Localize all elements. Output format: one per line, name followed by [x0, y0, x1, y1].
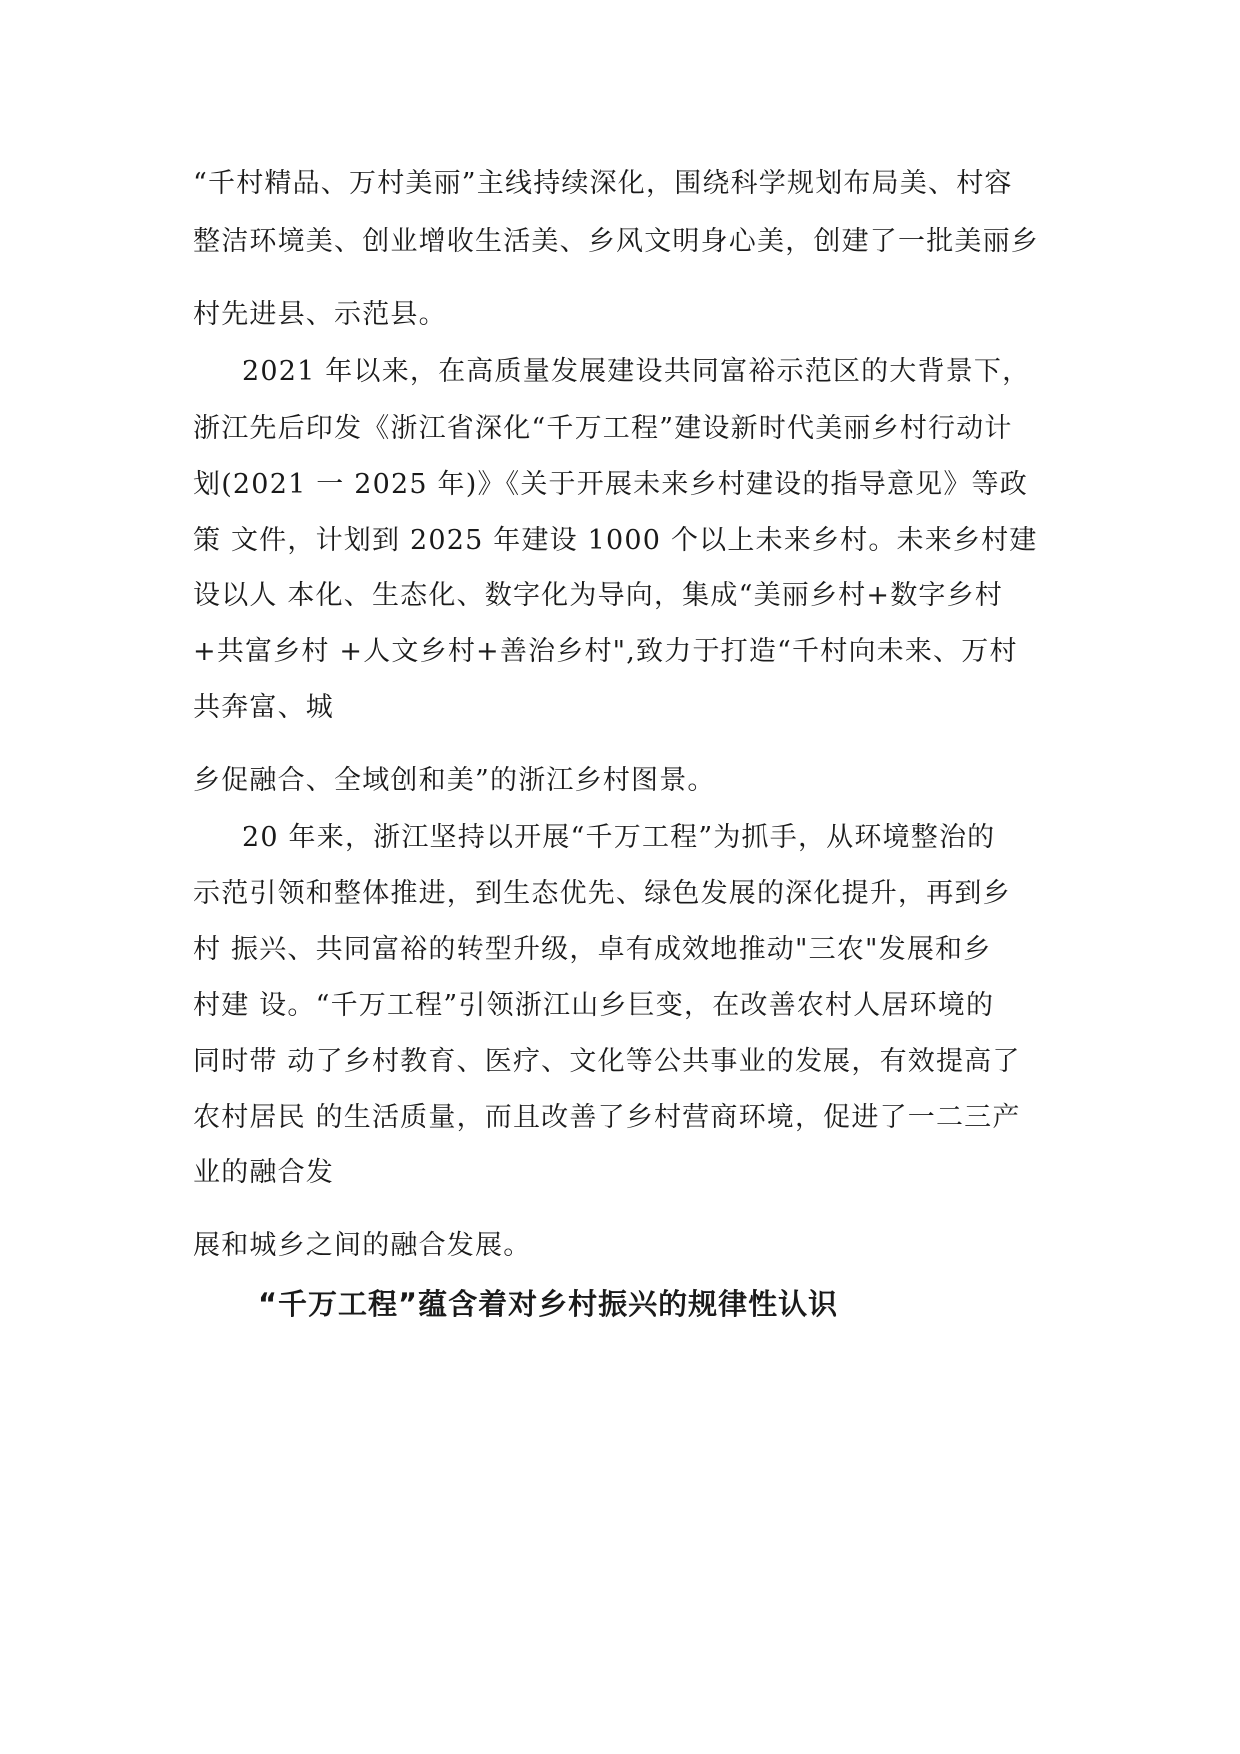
text-line: “千村精品、万村美丽”主线持续深化，围绕科学规划布局美、村容 — [193, 168, 1013, 199]
text-line: 村建 设。“千万工程”引领浙江山乡巨变，在改善农村人居环境的 — [193, 990, 995, 1021]
text-line: 划(2021 一 2025 年)》《关于开展未来乡村建设的指导意见》等政 — [193, 469, 1028, 500]
paragraph-first-line: 2021 年以来，在高质量发展建设共同富裕示范区的大背景下， — [242, 356, 1031, 387]
text-line: 农村居民 的生活质量，而且改善了乡村营商环境，促进了一二三产 — [193, 1102, 1021, 1133]
text-line: 展和城乡之间的融合发展。 — [193, 1230, 532, 1261]
text-line: 浙江先后印发《浙江省深化“千万工程”建设新时代美丽乡村行动计 — [193, 413, 1013, 444]
text-line: 村 振兴、共同富裕的转型升级，卓有成效地推动"三农"发展和乡 — [193, 934, 992, 965]
text-line: 设以人 本化、生态化、数字化为导向，集成“美丽乡村+数字乡村 — [193, 580, 1004, 611]
text-line: 同时带 动了乡村教育、医疗、文化等公共事业的发展，有效提高了 — [193, 1046, 1021, 1077]
text-line: 村先进县、示范县。 — [193, 299, 447, 330]
text-line: 策 文件，计划到 2025 年建设 1000 个以上未来乡村。未来乡村建 — [193, 525, 1038, 556]
text-line: +共富乡村 +人文乡村+善治乡村",致力于打造“千村向未来、万村 — [193, 636, 1018, 667]
text-line: 共奔富、城 — [193, 692, 334, 723]
text-line: 业的融合发 — [193, 1157, 334, 1188]
section-heading: “千万工程”蕴含着对乡村振兴的规律性认识 — [258, 1287, 839, 1321]
text-line: 整洁环境美、创业增收生活美、乡风文明身心美，创建了一批美丽乡 — [193, 226, 1039, 257]
paragraph-first-line: 20 年来，浙江坚持以开展“千万工程”为抓手，从环境整治的 — [242, 822, 996, 853]
text-line: 乡促融合、全域创和美”的浙江乡村图景。 — [193, 765, 716, 796]
text-line: 示范引领和整体推进，到生态优先、绿色发展的深化提升，再到乡 — [193, 878, 1011, 909]
